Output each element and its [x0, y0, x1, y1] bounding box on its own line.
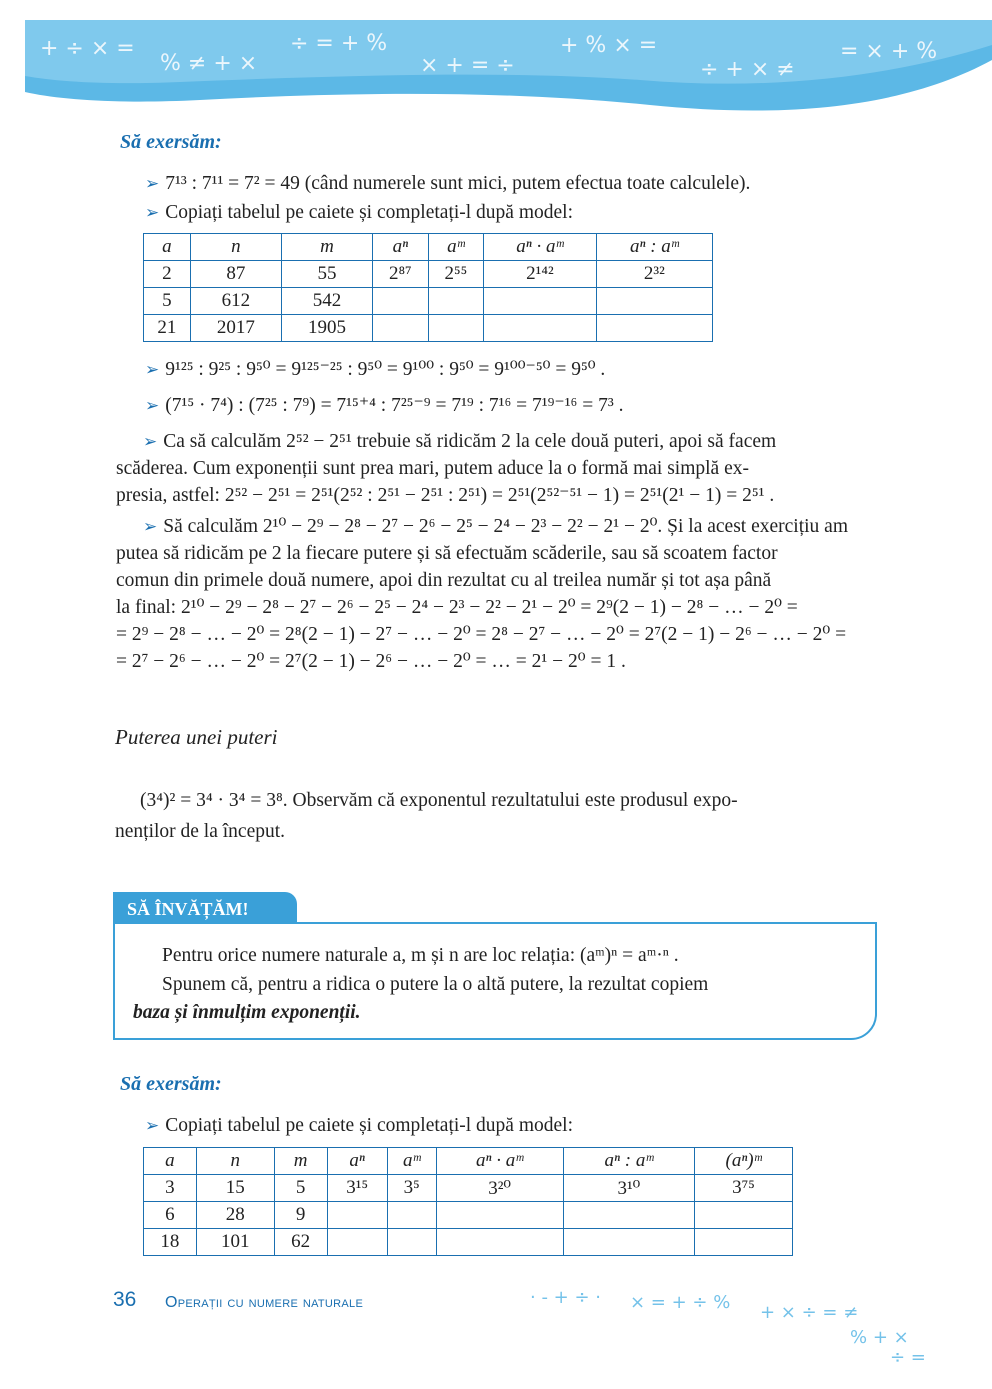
table2-cell: 3⁷⁵ — [695, 1175, 793, 1202]
bullet-icon: ➢ — [145, 203, 160, 222]
learn-statement-line: Spunem că, pentru a ridica o putere la o altă putere, la rezultat copiem — [162, 974, 709, 995]
table1-cell: 21 — [144, 315, 191, 342]
table1-cell: 87 — [190, 261, 281, 288]
svg-text:· - + ÷ ·: · - + ÷ · — [530, 1287, 601, 1308]
learn-rule-line: Pentru orice numere naturale a, m și n are loc relația: (aᵐ)ⁿ = aᵐ·ⁿ . — [162, 945, 679, 966]
bullet-icon: ➢ — [143, 432, 158, 451]
table1-cell: 2⁵⁵ — [428, 261, 484, 288]
page-number: 36 — [113, 1288, 137, 1311]
header-math-wave — [0, 0, 992, 120]
instruction-line: ➢ Copiați tabelul pe caiete și completați-l după model: — [145, 202, 573, 223]
table2-cell: 3¹⁰ — [563, 1175, 694, 1202]
svg-text:+ % × =: + % × = — [560, 33, 658, 58]
example-line-1: ➢ 7¹³ : 7¹¹ = 7² = 49 (când numerele sunt mici, putem efectua toate calculele). — [145, 173, 751, 194]
svg-text:% + ×: % + × — [850, 1327, 909, 1348]
power-example-line-1: (3⁴)² = 3⁴ · 3⁴ = 3⁸. Observăm că exponentul rezultatului este produsul expo- — [140, 790, 738, 811]
svg-text:+ ÷ × =: + ÷ × = — [40, 36, 135, 61]
table1-cell — [484, 288, 597, 315]
table2-cell — [327, 1229, 387, 1256]
table1-cell: 2³² — [596, 261, 712, 288]
table2-header-cell: n — [196, 1148, 274, 1175]
section-heading-practice-2: Să exersăm: — [120, 1073, 222, 1095]
svg-text:÷ = + %: ÷ = + % — [290, 31, 388, 56]
table2-header-cell: a — [144, 1148, 197, 1175]
table1-header-cell: n — [190, 234, 281, 261]
example-line-3: ➢ 9¹²⁵ : 9²⁵ : 9⁵⁰ = 9¹²⁵⁻²⁵ : 9⁵⁰ = 9¹⁰⁰ : 9⁵⁰ = 9¹⁰⁰⁻⁵⁰ = 9⁵⁰ . — [145, 359, 606, 380]
svg-text:÷ + × ≠: ÷ + × ≠ — [700, 57, 795, 82]
table1-cell: 612 — [190, 288, 281, 315]
table2-cell: 9 — [274, 1202, 327, 1229]
table2-row — [144, 1229, 793, 1256]
chapter-title: Operații cu numere naturale — [165, 1294, 364, 1311]
bullet-icon: ➢ — [145, 1116, 160, 1135]
table2-cell: 3⁵ — [387, 1175, 436, 1202]
table1-header-cell: aⁿ — [373, 234, 429, 261]
table1-header-cell: aⁿ · aᵐ — [484, 234, 597, 261]
table2-cell — [327, 1202, 387, 1229]
footer-math-decoration — [520, 1278, 960, 1368]
learn-box-tab: SĂ ÎNVĂȚĂM! — [113, 892, 297, 924]
svg-text:= × + %: = × + % — [840, 39, 938, 64]
bullet-icon: ➢ — [145, 174, 160, 193]
table1-cell: 55 — [281, 261, 372, 288]
table2-row — [144, 1175, 793, 1202]
table2-cell: 3²⁰ — [436, 1175, 563, 1202]
svg-text:× + = ÷: × + = ÷ — [420, 53, 515, 78]
paragraph-power-difference: ➢ Ca să calculăm 2⁵² − 2⁵¹ trebuie să ridicăm 2 la cele două puteri, apoi să facem scăderea. Cum exponenții sunt prea mari, putem aduce la o formă mai simplă ex- presia, astfel: 2⁵² − 2⁵¹ = 2⁵¹(2⁵² : 2⁵¹ − 2⁵¹ : 2⁵¹) = 2⁵¹(2⁵²⁻⁵¹ − 1) = 2⁵¹(2¹ − 1) = 2⁵¹ . — [116, 431, 777, 506]
table1-row — [144, 261, 713, 288]
svg-text:+ × ÷ = ≠: + × ÷ = ≠ — [760, 1302, 859, 1323]
table2-cell — [436, 1202, 563, 1229]
table1-cell — [373, 288, 429, 315]
table2-cell: 62 — [274, 1229, 327, 1256]
table2-cell: 18 — [144, 1229, 197, 1256]
table2-cell: 3¹⁵ — [327, 1175, 387, 1202]
table1-header-cell: m — [281, 234, 372, 261]
table1-cell — [596, 288, 712, 315]
table1-cell — [373, 315, 429, 342]
table2-cell — [436, 1229, 563, 1256]
bullet-icon: ➢ — [145, 360, 160, 379]
table2-cell: 101 — [196, 1229, 274, 1256]
table1-cell: 2⁸⁷ — [373, 261, 429, 288]
table2-row — [144, 1202, 793, 1229]
section-heading-practice-1: Să exersăm: — [120, 131, 222, 153]
table1-header-cell: aᵐ — [428, 234, 484, 261]
table1-cell: 5 — [144, 288, 191, 315]
table1-header-cell: aⁿ : aᵐ — [596, 234, 712, 261]
table2-header-cell: aⁿ — [327, 1148, 387, 1175]
instruction-line-2: ➢ Copiați tabelul pe caiete și completați-l după model: — [145, 1115, 573, 1136]
table1-cell: 2¹⁴² — [484, 261, 597, 288]
table1-header-cell: a — [144, 234, 191, 261]
table1-cell: 1905 — [281, 315, 372, 342]
power-example-line-2: nenților de la început. — [115, 821, 286, 842]
exercise-table-1 — [143, 233, 713, 342]
table1-cell — [484, 315, 597, 342]
table2-cell — [387, 1229, 436, 1256]
table2-cell: 3 — [144, 1175, 197, 1202]
table2-header-cell: m — [274, 1148, 327, 1175]
table1-cell — [428, 315, 484, 342]
table1-cell — [596, 315, 712, 342]
subheading-power-of-power: Puterea unei puteri — [115, 725, 278, 749]
table1-row — [144, 288, 713, 315]
exercise-table-2 — [143, 1147, 793, 1256]
table1-cell: 2017 — [190, 315, 281, 342]
table2-cell — [563, 1202, 694, 1229]
table2-header-cell: aⁿ : aᵐ — [563, 1148, 694, 1175]
table2-header-cell: aⁿ · aᵐ — [436, 1148, 563, 1175]
table2-cell — [563, 1229, 694, 1256]
table2-cell: 28 — [196, 1202, 274, 1229]
table1-row — [144, 315, 713, 342]
bullet-icon: ➢ — [145, 396, 160, 415]
table1-cell: 2 — [144, 261, 191, 288]
table1-cell: 542 — [281, 288, 372, 315]
table1-cell — [428, 288, 484, 315]
svg-text:× = + ÷ %: × = + ÷ % — [630, 1292, 731, 1313]
table2-cell — [695, 1202, 793, 1229]
learn-statement-line-2: baza și înmulțim exponenții. — [133, 1002, 361, 1023]
bullet-icon: ➢ — [143, 517, 158, 536]
example-line-4: ➢ (7¹⁵ · 7⁴) : (7²⁵ : 7⁹) = 7¹⁵⁺⁴ : 7²⁵⁻⁹ = 7¹⁹ : 7¹⁶ = 7¹⁹⁻¹⁶ = 7³ . — [145, 395, 624, 416]
table2-cell — [387, 1202, 436, 1229]
paragraph-series-subtraction: ➢ Să calculăm 2¹⁰ − 2⁹ − 2⁸ − 2⁷ − 2⁶ − 2⁵ − 2⁴ − 2³ − 2² − 2¹ − 2⁰. Și la acest exercițiu am putea să ridicăm pe 2 la fiecare putere și să efectuăm scăderile, sau să scoatem factor comun din primele două numere, apoi din rezultat cu al treilea număr și tot așa până la final: 2¹⁰ − 2⁹ − 2⁸ − 2⁷ − 2⁶ − 2⁵ − 2⁴ − 2³ − 2² − 2¹ − 2⁰ = 2⁹(2 − 1) − 2⁸ − … − 2⁰ = = 2⁹ − 2⁸ − … − 2⁰ = 2⁸(2 − 1) − 2⁷ − … − 2⁰ = 2⁸ − 2⁷ − … − 2⁰ = 2⁷(2 − 1) − 2⁶ − … − 2⁰ = = 2⁷ − 2⁶ − … − 2⁰ = 2⁷(2 − 1) − 2⁶ − … − 2⁰ = … = 2¹ − 2⁰ = 1 . — [116, 516, 848, 672]
table2-header-cell: aᵐ — [387, 1148, 436, 1175]
table2-header-cell: (aⁿ)ᵐ — [695, 1148, 793, 1175]
table2-cell: 5 — [274, 1175, 327, 1202]
svg-text:% ≠ + ×: % ≠ + × — [160, 51, 258, 76]
svg-text:÷ =: ÷ = — [890, 1347, 926, 1368]
table2-cell: 6 — [144, 1202, 197, 1229]
table2-cell — [695, 1229, 793, 1256]
table2-cell: 15 — [196, 1175, 274, 1202]
